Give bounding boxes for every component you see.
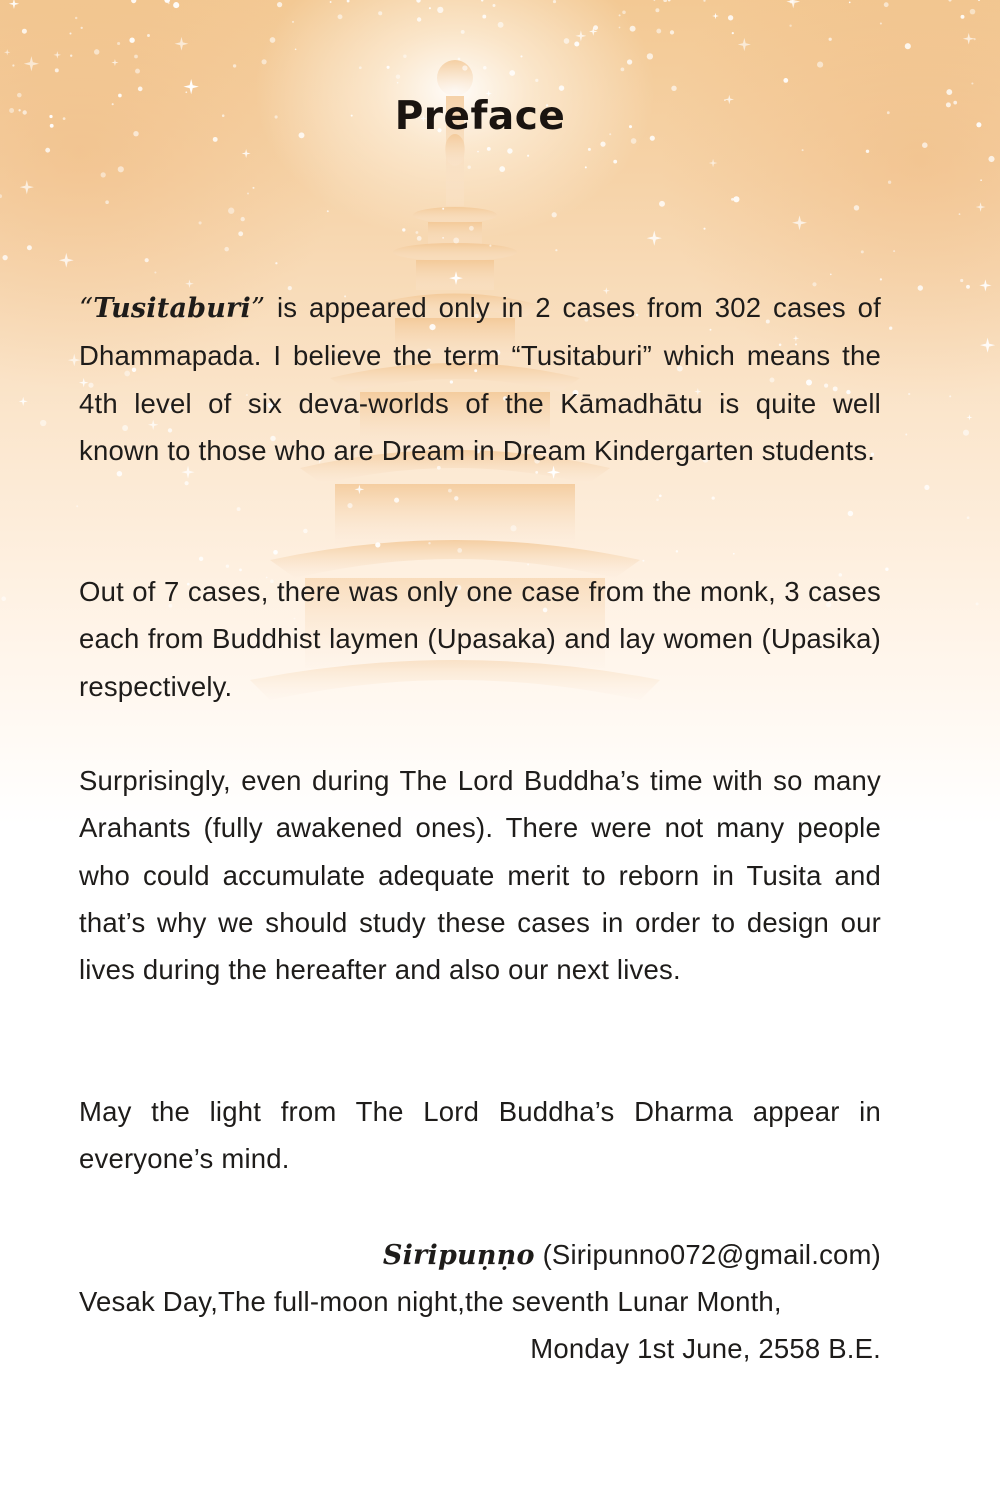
date-line-1: Vesak Day,The full-moon night,the seventh Lunar Month, xyxy=(79,1286,782,1317)
author-email: (Siripunno072@gmail.com) xyxy=(534,1239,881,1270)
paragraph-intro xyxy=(79,284,881,474)
signature-line xyxy=(79,1231,881,1279)
paragraph-cases: Out of 7 cases, there was only one case from the monk, 3 cases each from Buddhist laymen (Upasaka) and lay women (Upasika) respectively. xyxy=(79,576,881,702)
close-quote: ” xyxy=(250,292,266,324)
paragraph-intro-text: is appeared only in 2 cases from 302 cases of Dhammapada. I believe the term “Tusitaburi” which means the 4th level of six deva-worlds of the Kāmadhātu is quite well known to those who are Dream in Dream Kindergarten students. xyxy=(79,292,881,466)
date-line-2: Monday 1st June, 2558 B.E. xyxy=(530,1333,881,1364)
paragraph-arahants: Surprisingly, even during The Lord Buddha’s time with so many Arahants (fully awakened ones). There were not many people who could accumulate adequate merit to reborn in Tusita and that’s why we should study these cases in order to design our lives during the hereafter and also our next lives. xyxy=(79,765,881,986)
author-signature: Siripuṇṇo xyxy=(382,1240,535,1271)
page-title: Preface xyxy=(394,94,566,139)
open-quote: “ xyxy=(79,292,94,324)
tusitaburi-term: Tusitaburi xyxy=(93,293,251,324)
paragraph-blessing: May the light from The Lord Buddha’s Dharma appear in everyone’s mind. xyxy=(79,1096,881,1175)
